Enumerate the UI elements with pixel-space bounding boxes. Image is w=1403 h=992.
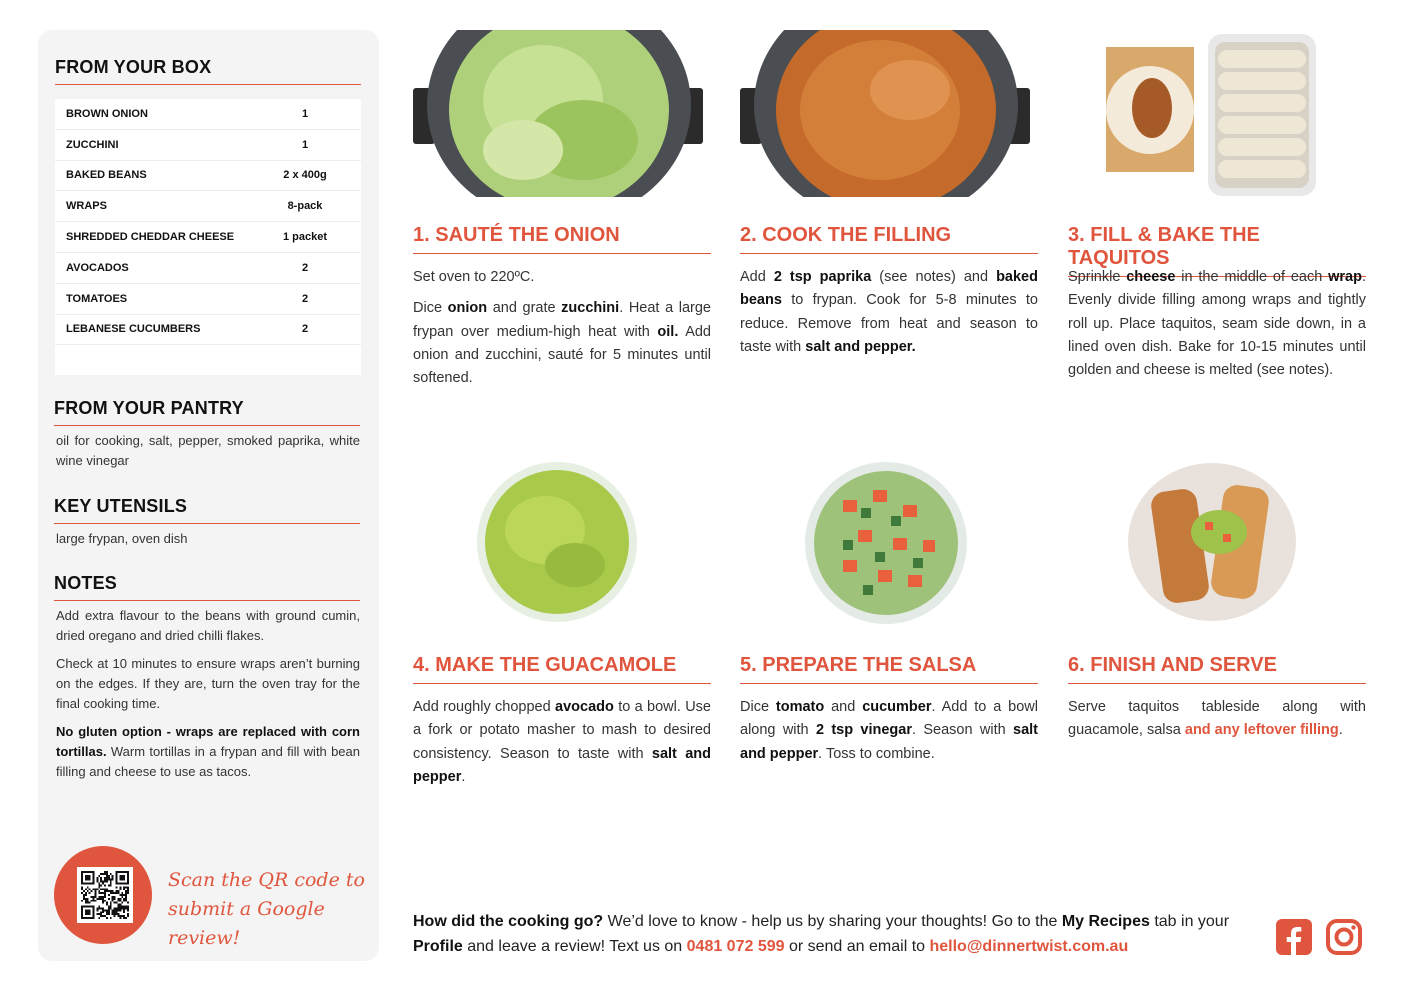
step-6-title: 6. FINISH AND SERVE [1068,654,1366,684]
scan-qr-caption [168,866,379,953]
ingredient-row [55,130,361,161]
step-3-title: 3. FILL & BAKE THE TAQUITOS [1068,224,1366,277]
scan-line-2: submit a Google review! [168,898,325,949]
facebook-icon[interactable] [1275,918,1313,956]
note-3 [56,722,360,782]
text-run: . Add to a bowl along with [740,699,1039,739]
text-run: and any leftover filling [1184,722,1339,739]
qr-badge[interactable] [54,846,152,944]
notes-title: NOTES [54,573,360,601]
text-run: How did the cooking go? [413,913,604,930]
text-run: in the middle of each [1175,269,1329,285]
text-run: . Heat a large frypan over medium-high heat with [413,300,711,340]
onion-zucchini-pan-photo [413,30,711,197]
pantry-title: FROM YOUR PANTRY [54,398,360,426]
ingredient-row [55,191,361,222]
taquitos-rolled-photo [1068,30,1366,197]
step-2-para-1 [740,266,1038,359]
note-2: Check at 10 minutes to ensure wraps aren’t burning on the edges. If they are, turn the oven tray for the final cooking time. [56,656,360,711]
text-run: Add [740,269,774,285]
text-run: salt and pepper. [805,338,916,355]
review-footer-text [413,909,1263,959]
text-run: . Toss to combine. [818,745,935,762]
utensils-title: KEY UTENSILS [54,496,360,524]
text-run: Sprinkle [1068,269,1127,285]
text-run: Serve taquitos tableside along with guacamole, salsa [1068,699,1366,739]
text-run: to frypan. Cook for 5-8 minutes to reduce. Remove from heat and season to taste with [740,292,1038,355]
step-3-body [1068,266,1366,390]
text-run: . [1338,722,1343,739]
ingredients-sidebar [38,30,379,961]
ingredient-name: AVOCADOS [66,261,129,274]
text-run: wrap [1328,269,1362,285]
step-1-title: 1. SAUTÉ THE ONION [413,224,711,254]
step-4-title: 4. MAKE THE GUACAMOLE [413,654,711,684]
text-run: cucumber [862,699,932,715]
utensils-text: large frypan, oven dish [56,531,188,546]
text-run: Add onion and zucchini, sauté for 5 minutes until softened. [413,323,711,387]
text-run: salt and pepper [413,745,711,785]
ingredient-qty: 8-pack [287,200,323,213]
text-run: . [461,768,466,785]
box-ingredients-table [55,99,361,375]
step-5-body [740,696,1038,774]
pantry-text: oil for cooking, salt, pepper, smoked paprika, white wine vinegar [56,433,360,468]
bean-filling-pan-photo [740,30,1038,197]
text-run: and grate [487,300,562,317]
qr-code-icon[interactable] [77,867,133,923]
ingredient-row [55,222,361,253]
step-2-body [740,266,1038,367]
step-6-body [1068,696,1366,751]
text-run: tomato [775,699,825,715]
instagram-icon[interactable] [1325,918,1363,956]
text-run: avocado [555,699,614,715]
guacamole-bowl-photo [475,460,639,624]
text-run: Dice [740,699,776,715]
step-1-body [413,266,711,398]
notes-text [56,606,360,790]
note-3-bold: No gluten option - wraps are replaced with corn tortillas. [56,724,360,759]
ingredient-qty: 2 [301,261,309,274]
note-3-rest: Warm tortillas in a frypan and fill with bean filling and cheese to use as tacos. [56,744,360,779]
text-run: . Evenly divide filling among wraps and tightly roll up. Place taquitos, seam side down, in a lined oven dish. Bake for 10-15 minutes until golden and cheese is melted (see notes). [1068,269,1366,379]
text-run[interactable]: hello@dinnertwist.com.au [929,938,1129,955]
note-1: Add extra flavour to the beans with ground cumin, dried oregano and dried chilli flakes. [56,608,360,643]
ingredient-qty: 2 [301,323,309,336]
ingredient-name: WRAPS [66,200,107,213]
text-run[interactable]: 0481 072 599 [686,938,785,955]
ingredient-qty: 1 [301,107,309,120]
text-run: 2 tsp vinegar [815,722,912,739]
ingredient-name: BAKED BEANS [66,169,147,182]
text-run: and leave a review! Text us on [462,938,687,955]
step-2-title: 2. COOK THE FILLING [740,224,1038,254]
ingredient-name: TOMATOES [66,292,128,305]
step-6-para-1 [1068,696,1366,743]
text-run: . Season with [912,722,1013,739]
text-run: and [824,699,863,715]
text-run: tab in your [1149,913,1230,930]
ingredient-name: LEBANESE CUCUMBERS [66,323,201,336]
text-run: My Recipes [1061,913,1150,930]
text-run: salt and pepper [740,722,1038,762]
step-5-title: 5. PREPARE THE SALSA [740,654,1038,684]
text-run: zucchini [561,300,620,317]
ingredient-qty: 2 [301,292,309,305]
ingredient-row [55,284,361,315]
text-run: Profile [413,938,463,955]
text-run: cheese [1126,269,1176,285]
step-3-para-1 [1068,266,1366,382]
ingredient-name: BROWN ONION [66,107,148,120]
text-run: oil. [657,323,679,340]
step-4-para-1 [413,696,711,789]
text-run: (see notes) and [871,269,997,285]
step-1-para-1: Set oven to 220ºC. [413,269,535,285]
step-5-para-1 [740,696,1038,766]
ingredient-row [55,253,361,284]
served-taquitos-plate-photo [1127,462,1297,622]
text-run: Add roughly chopped [413,699,556,715]
ingredient-row [55,315,361,346]
ingredient-qty: 1 [301,138,309,151]
text-run: Dice [413,300,448,317]
scan-line-1: Scan the QR code to [168,869,365,891]
text-run: onion [447,300,488,317]
ingredient-name: SHREDDED CHEDDAR CHEESE [66,231,235,244]
ingredient-name: ZUCCHINI [66,138,119,151]
box-title: FROM YOUR BOX [55,57,361,85]
ingredient-qty: 2 x 400g [283,169,327,182]
step-1-para-2 [413,297,711,390]
text-run: 2 tsp paprika [773,269,872,285]
ingredient-row [55,99,361,130]
ingredient-row [55,161,361,192]
text-run: to a bowl. Use a fork or potato masher to mash to desired consistency. Season to taste with [413,699,711,762]
text-run: or send an email to [784,938,930,955]
salsa-bowl-photo [803,460,969,626]
text-run: We’d love to know - help us by sharing your thoughts! Go to the [603,913,1062,930]
step-4-body [413,696,711,797]
ingredient-qty: 1 packet [282,231,328,244]
text-run: baked beans [740,269,1038,309]
